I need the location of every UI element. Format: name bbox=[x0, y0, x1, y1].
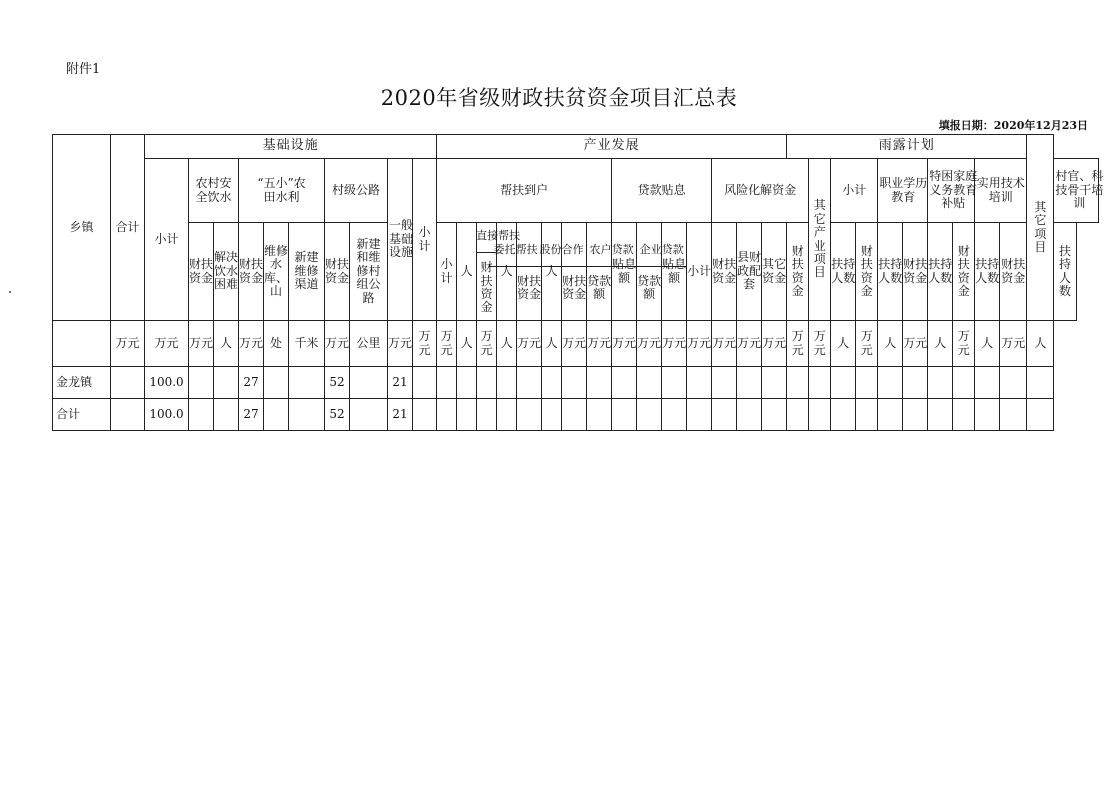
row-dw-people bbox=[214, 367, 239, 399]
col-vo-fund: 财扶资金 bbox=[1000, 223, 1027, 321]
label-entrust-help: 委托帮扶 bbox=[489, 242, 542, 267]
col-wc-fund: 财扶资金 bbox=[239, 223, 264, 321]
row-wc-repair bbox=[264, 399, 289, 431]
col-prac-fund: 财扶资金 bbox=[953, 223, 975, 321]
label-enterprise-loan: 企业贷款 bbox=[636, 242, 687, 267]
table-row-total bbox=[53, 399, 1099, 431]
group-industry: 产业发展 bbox=[437, 135, 787, 159]
group-household-help: 帮扶到户 bbox=[437, 159, 612, 223]
group-yulu: 雨露计划 bbox=[787, 135, 1027, 159]
col-general-infra: 一般基础设施 bbox=[388, 159, 413, 321]
row-wc-fund: 27 bbox=[239, 367, 264, 399]
unit-cell: 万元 bbox=[562, 321, 587, 367]
col-total: 合计 bbox=[111, 135, 145, 321]
group-village-official: 村官、科技骨干培训 bbox=[1054, 159, 1099, 223]
group-risk-fund: 风险化解资金 bbox=[712, 159, 809, 223]
group-village-road: 村级公路 bbox=[325, 159, 388, 223]
row-wc-repair bbox=[264, 367, 289, 399]
row-vr-fund: 52 bbox=[325, 367, 350, 399]
unit-cell: 人 bbox=[831, 321, 856, 367]
col-equity-people: 人 bbox=[542, 223, 562, 321]
row-township: 金龙镇 bbox=[53, 367, 111, 399]
unit-cell: 万元 bbox=[189, 321, 214, 367]
summary-table bbox=[52, 134, 1104, 431]
unit-cell: 处 bbox=[264, 321, 289, 367]
unit-cell: 万元 bbox=[587, 321, 612, 367]
unit-cell: 万元 bbox=[612, 321, 637, 367]
row-general-infra: 21 bbox=[388, 399, 413, 431]
unit-cell: 人 bbox=[878, 321, 903, 367]
unit-cell: 万元 bbox=[145, 321, 189, 367]
row-infra-subtotal: 100.0 bbox=[145, 367, 189, 399]
row-vr-fund: 52 bbox=[325, 399, 350, 431]
label-equity-coop: 股份合作 bbox=[536, 242, 587, 267]
row-wc-fund: 27 bbox=[239, 399, 264, 431]
unit-cell: 人 bbox=[975, 321, 1000, 367]
page-title: 2020年省级财政扶贫资金项目汇总表 bbox=[380, 86, 738, 110]
row-wc-new bbox=[289, 399, 325, 431]
unit-cell: 万元 bbox=[953, 321, 975, 367]
row-vr-new bbox=[350, 399, 388, 431]
col-wc-new: 新建维修渠道 bbox=[289, 223, 325, 321]
unit-cell: 人 bbox=[1027, 321, 1054, 367]
unit-cell: 万元 bbox=[477, 321, 497, 367]
unit-cell: 万元 bbox=[856, 321, 878, 367]
header-row-groups bbox=[53, 135, 1099, 159]
header-row-subgroups bbox=[53, 159, 1099, 223]
col-voc-fund: 财扶资金 bbox=[856, 223, 878, 321]
unit-cell: 人 bbox=[542, 321, 562, 367]
unit-cell: 万元 bbox=[762, 321, 787, 367]
col-hh-subtotal: 小计 bbox=[437, 223, 457, 321]
col-direct-fund: 直接帮扶 财扶资金 bbox=[477, 223, 497, 321]
row-total bbox=[111, 367, 145, 399]
group-infrastructure: 基础设施 bbox=[145, 135, 437, 159]
col-voc-people: 扶持人数 bbox=[878, 223, 903, 321]
unit-cell: 万元 bbox=[111, 321, 145, 367]
col-infra-subtotal: 小计 bbox=[145, 159, 189, 321]
group-special-poor: 特困家庭义务教育补贴 bbox=[928, 159, 975, 223]
unit-cell: 万元 bbox=[325, 321, 350, 367]
col-vr-fund: 财扶资金 bbox=[325, 223, 350, 321]
label-farmer-loan: 农户贷款 bbox=[586, 242, 637, 267]
col-direct-people: 人 bbox=[457, 223, 477, 321]
row-vr-new bbox=[350, 367, 388, 399]
col-entrust-people: 人 bbox=[497, 223, 517, 321]
label-direct-help: 直接帮扶 bbox=[476, 228, 497, 253]
unit-cell: 公里 bbox=[350, 321, 388, 367]
col-other-industry: 其它产业项目 bbox=[809, 159, 831, 321]
unit-cell: 万元 bbox=[662, 321, 687, 367]
scan-speck bbox=[9, 291, 11, 293]
row-general-infra: 21 bbox=[388, 367, 413, 399]
col-rf-subtotal: 小计 bbox=[687, 223, 712, 321]
row-dw-fund bbox=[189, 399, 214, 431]
col-enterprise-loan: 企业贷款 贷款额 bbox=[637, 223, 662, 321]
group-yulu-subtotal: 小计 bbox=[831, 159, 878, 223]
unit-cell: 万元 bbox=[737, 321, 762, 367]
unit-cell: 人 bbox=[928, 321, 953, 367]
col-yl-sub-fund: 财扶资金 bbox=[787, 223, 809, 321]
unit-cell: 人 bbox=[497, 321, 517, 367]
group-loan-subsidy: 贷款贴息 bbox=[612, 159, 712, 223]
unit-cell: 万元 bbox=[903, 321, 928, 367]
col-farmer-interest: 贴息额 bbox=[612, 223, 637, 321]
col-vo-people: 扶持人数 bbox=[1054, 223, 1076, 321]
col-entrust-fund: 委托帮扶 财扶资金 bbox=[517, 223, 542, 321]
unit-cell: 万元 bbox=[637, 321, 662, 367]
unit-cell: 万元 bbox=[1000, 321, 1027, 367]
group-water-conservancy: “五小”农田水利 bbox=[239, 159, 325, 223]
unit-cell bbox=[53, 321, 111, 367]
col-rf-county: 县财政配套 bbox=[737, 223, 762, 321]
unit-cell: 万元 bbox=[712, 321, 737, 367]
group-drinking-water: 农村安全饮水 bbox=[189, 159, 239, 223]
col-dw-fund: 财扶资金 bbox=[189, 223, 214, 321]
col-farmer-loan: 农户贷款 贷款额 bbox=[587, 223, 612, 321]
unit-cell: 人 bbox=[457, 321, 477, 367]
row-township: 合计 bbox=[53, 399, 111, 431]
group-practical: 实用技术培训 bbox=[975, 159, 1027, 223]
unit-cell: 万元 bbox=[787, 321, 809, 367]
unit-cell: 万元 bbox=[239, 321, 264, 367]
unit-cell: 千米 bbox=[289, 321, 325, 367]
col-prac-people: 扶持人数 bbox=[975, 223, 1000, 321]
unit-cell: 万元 bbox=[388, 321, 413, 367]
row-infra-subtotal: 100.0 bbox=[145, 399, 189, 431]
fill-date: 填报日期：2020年12月23日 bbox=[938, 119, 1088, 132]
row-total bbox=[111, 399, 145, 431]
col-township: 乡镇 bbox=[53, 135, 111, 321]
group-vocational: 职业学历教育 bbox=[878, 159, 928, 223]
col-dw-people: 解决饮水困难 bbox=[214, 223, 239, 321]
unit-cell: 万元 bbox=[437, 321, 457, 367]
col-industry-subtotal: 小计 bbox=[413, 159, 437, 321]
units-row bbox=[53, 321, 1099, 367]
unit-cell: 人 bbox=[214, 321, 239, 367]
row-dw-people bbox=[214, 399, 239, 431]
unit-cell: 万元 bbox=[809, 321, 831, 367]
col-sp-fund: 财扶资金 bbox=[903, 223, 928, 321]
header-row-leaves bbox=[53, 223, 1099, 321]
col-wc-repair: 维修水库、山 bbox=[264, 223, 289, 321]
col-sp-people: 扶持人数 bbox=[928, 223, 953, 321]
row-dw-fund bbox=[189, 367, 214, 399]
col-yl-sub-people: 扶持人数 bbox=[831, 223, 856, 321]
col-equity-fund: 股份合作 财扶资金 bbox=[562, 223, 587, 321]
unit-cell: 万元 bbox=[413, 321, 437, 367]
row-wc-new bbox=[289, 367, 325, 399]
table-row bbox=[53, 367, 1099, 399]
unit-cell: 万元 bbox=[517, 321, 542, 367]
col-rf-other: 其它资金 bbox=[762, 223, 787, 321]
attachment-label: 附件1 bbox=[66, 62, 101, 77]
col-rf-fund: 财扶资金 bbox=[712, 223, 737, 321]
col-vr-new: 新建和维修村组公路 bbox=[350, 223, 388, 321]
col-enterprise-interest: 贴息额 bbox=[662, 223, 687, 321]
col-other-items: 其它项目 bbox=[1027, 135, 1054, 321]
unit-cell: 万元 bbox=[687, 321, 712, 367]
